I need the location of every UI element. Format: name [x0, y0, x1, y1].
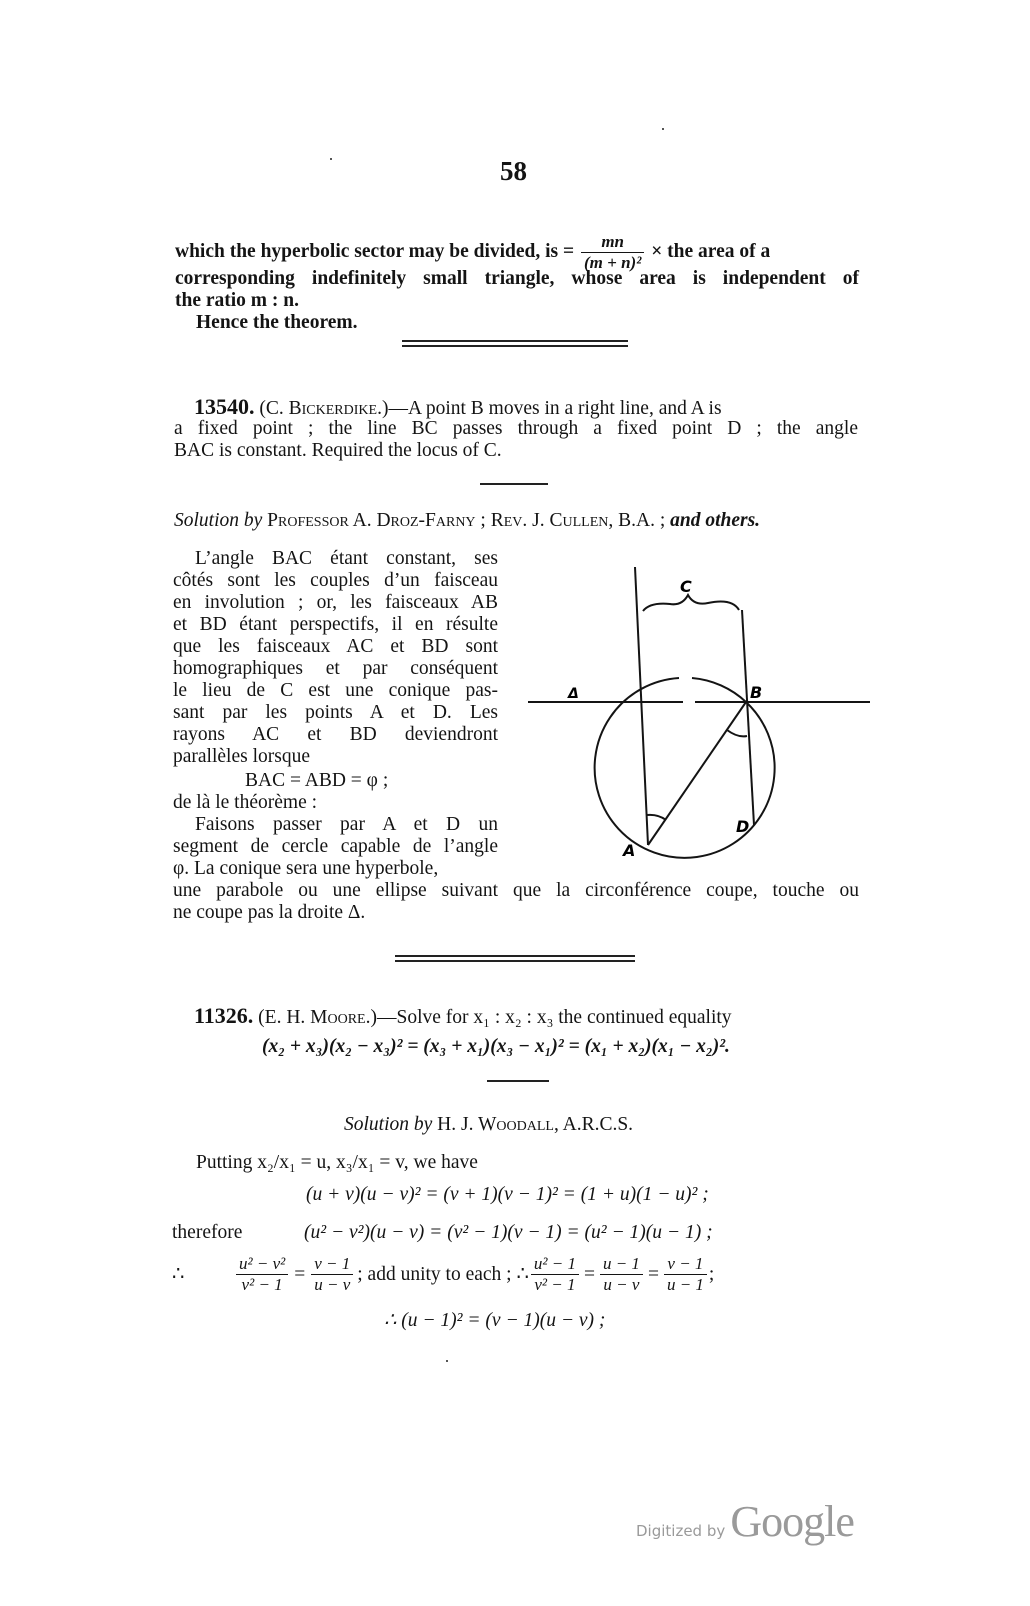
fraction-denominator: u − 1 [666, 1275, 704, 1294]
body-line: que les faisceaux AC et BD sont [173, 636, 498, 657]
problem-text: —A point B moves in a right line, and A is [388, 398, 722, 419]
solvers: Professor A. Droz-Farny ; Rev. J. Cullen, B.A. ; [267, 510, 666, 531]
fraction-3 [531, 1254, 579, 1295]
putting-line: Putting x₂/x₁ = u, x₃/x₁ = v, we have [196, 1152, 478, 1173]
body-line: rayons AC et BD deviendront [173, 724, 498, 745]
brace [643, 595, 739, 611]
problem-proposer: (E. H. Moore.) [258, 1007, 377, 1028]
add-unity-text: ; add unity to each ; ∴ [357, 1263, 529, 1285]
google-logo-text: Google [730, 1497, 854, 1546]
problem-text: —Solve for x₁ : x₂ : x₃ the continued equality [376, 1007, 732, 1028]
fraction-numerator: u² − 1 [531, 1254, 579, 1275]
fraction-numerator: u − 1 [600, 1254, 643, 1275]
equation-2: (u² − v²)(u − v) = (v² − 1)(v − 1) = (u² − 1)(u − 1) ; [304, 1222, 713, 1243]
equation-3: ∴ (u − 1)² = (v − 1)(u − v) ; [384, 1310, 606, 1331]
problem-11326-line-1 [194, 1005, 732, 1029]
body-line: sant par les points A et D. Les [173, 702, 498, 723]
scan-speck [446, 1360, 448, 1362]
body-full-line-2: ne coupe pas la droite Δ. [173, 902, 366, 923]
page-number: 58 [500, 156, 527, 186]
body-line: L’angle BAC étant constant, ses [195, 548, 498, 569]
label-delta: Δ [568, 686, 579, 702]
line-ab [648, 702, 746, 845]
label-c: C [680, 577, 692, 596]
body-line: de là le théorème : [173, 792, 318, 813]
label-a: A [623, 841, 636, 860]
angle-arc-a [647, 815, 666, 820]
continuation-text: × the area of a [651, 240, 771, 262]
problem-number: 13540. [194, 394, 255, 419]
section-divider-double [395, 955, 635, 962]
therefore-symbol: ∴ [172, 1263, 185, 1285]
problem-13540-line-1 [194, 396, 722, 420]
body-line: φ. La conique sera une hyperbole, [173, 858, 439, 879]
fraction-2 [311, 1254, 353, 1295]
short-divider [487, 1080, 549, 1082]
scan-speck [330, 158, 332, 160]
solution-by-label: Solution by [344, 1114, 433, 1135]
continuation-text: which the hyperbolic sector may be divided, is = [175, 240, 575, 262]
continuation-line-3: the ratio m : n. [175, 290, 300, 311]
scan-speck [662, 128, 664, 130]
body-line: et BD étant perspectifs, il en résulte [173, 614, 498, 635]
equation-1: (u + v)(u − v)² = (v + 1)(v − 1)² = (1 + u)(1 − u)² ; [306, 1184, 709, 1205]
fraction-5 [664, 1254, 707, 1295]
solution-byline-13540 [174, 510, 760, 532]
problem-11326-equation: (x₂ + x₃)(x₂ − x₃)² = (x₃ + x₁)(x₃ − x₁)² = (x₁ + x₂)(x₁ − x₂)². [262, 1036, 730, 1057]
section-divider-double [402, 340, 628, 347]
watermark-small-text: Digitized by [636, 1522, 726, 1540]
google-watermark [636, 1496, 854, 1547]
circle-arc-top [692, 678, 746, 702]
fraction-1 [236, 1254, 288, 1295]
geometry-figure [510, 540, 870, 860]
problem-number: 11326. [194, 1003, 254, 1028]
solution-byline-11326 [344, 1114, 633, 1136]
equation-end: ; [708, 1263, 715, 1285]
continuation-line-2: corresponding indefinitely small triangle, whose area is independent of [175, 268, 859, 289]
and-others: and others. [670, 510, 761, 531]
fraction-denominator: v² − 1 [534, 1275, 576, 1294]
fraction-numerator: v − 1 [311, 1254, 353, 1275]
label-b: B [750, 683, 763, 702]
angle-arc-b [727, 730, 747, 736]
solution-body-13540 [173, 548, 498, 880]
body-line: parallèles lorsque [173, 746, 310, 767]
fraction-denominator: v² − 1 [241, 1275, 283, 1294]
fraction-4 [600, 1254, 643, 1295]
fraction-numerator: mn [581, 232, 644, 253]
problem-13540-line-3: BAC is constant. Required the locus of C. [174, 440, 502, 461]
body-line: segment de cercle capable de l’angle [173, 836, 498, 857]
equation-fractions-line: ∴ $\frac{\text{u² − v²}}{\text{v² − 1}}$ = $\frac{v - 1}{u - v}$ ; add unity to each ; ∴ $\frac{\text{u² − 1}}{\text{v² − 1}}$ = $\frac{u - 1}{u - v}$ = $\frac{v - 1}{u - 1}$ ; [172, 1254, 715, 1294]
angle-equation: BAC = ABD = φ ; [245, 770, 389, 791]
fraction-denominator: (m + n)² [584, 253, 642, 272]
body-line: homographiques et par conséquent [173, 658, 498, 679]
line-bd [742, 610, 754, 825]
therefore-label: therefore [172, 1222, 243, 1243]
fraction-denominator: u − v [314, 1275, 351, 1294]
body-line: côtés sont les couples d’un faisceau [173, 570, 498, 591]
body-line: le lieu de C est une conique pas- [173, 680, 498, 701]
solver: H. J. Woodall, A.R.C.S. [437, 1114, 634, 1135]
continuation-line-1 [175, 232, 770, 273]
fraction-numerator: u² − v² [236, 1254, 288, 1275]
fraction-mn [581, 232, 644, 273]
fraction-denominator: u − v [603, 1275, 640, 1294]
short-divider [480, 483, 548, 485]
problem-proposer: (C. Bickerdike.) [259, 398, 389, 419]
problem-13540-line-2: a fixed point ; the line BC passes through a fixed point D ; the angle [174, 418, 858, 439]
label-d: D [736, 817, 750, 836]
body-line: Faisons passer par A et D un [195, 814, 498, 835]
body-line: en involution ; or, les faisceaux AB [173, 592, 498, 613]
body-full-line-1: une parabole ou une ellipse suivant que la circonférence coupe, touche ou [173, 880, 859, 901]
fraction-numerator: v − 1 [664, 1254, 707, 1275]
continuation-line-4: Hence the theorem. [196, 312, 358, 333]
solution-by-label: Solution by [174, 510, 263, 531]
